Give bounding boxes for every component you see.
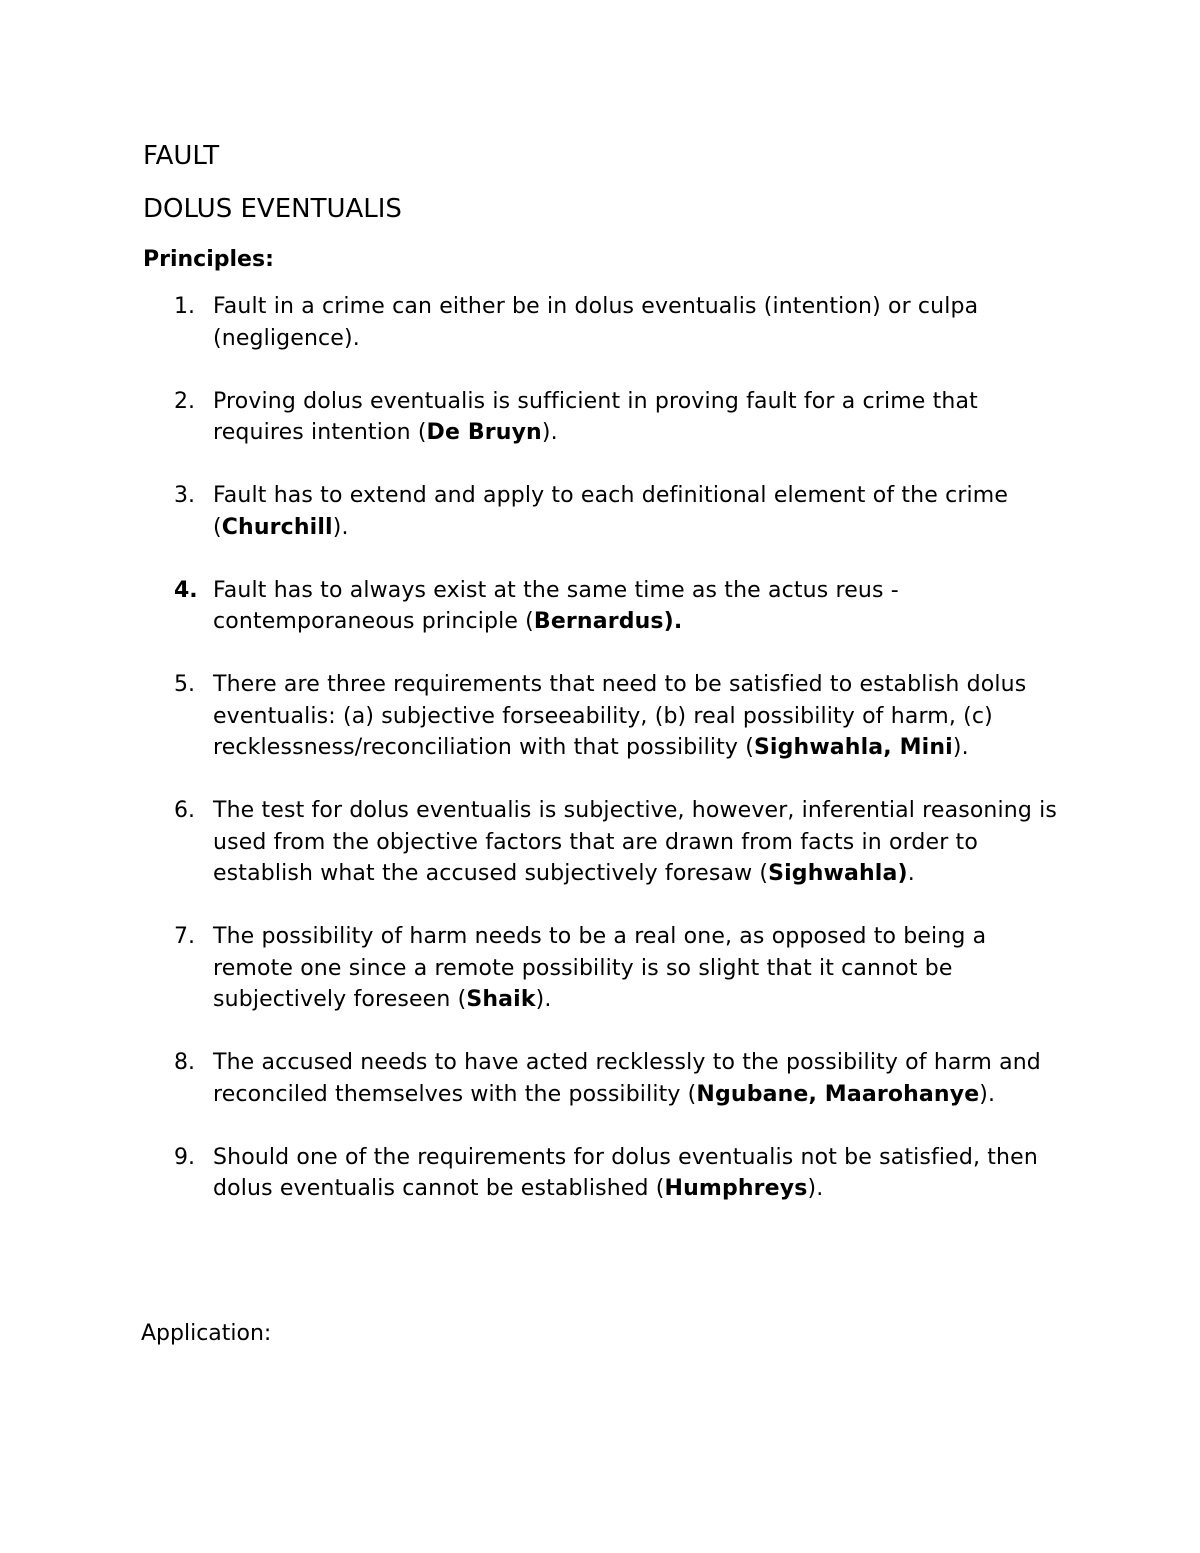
principle-text bbox=[213, 795, 1063, 890]
principle-text-part: Fault has to extend and apply to each definitional element of the crime ( bbox=[213, 483, 1009, 540]
principle-text-part: ). bbox=[807, 1176, 824, 1201]
principles-list bbox=[0, 291, 1200, 1236]
case-name: Sighwahla, Mini bbox=[753, 735, 953, 760]
heading-fault: FAULT bbox=[143, 141, 220, 171]
principle-item-5 bbox=[0, 669, 1200, 764]
principle-number: 4. bbox=[174, 577, 198, 603]
principle-text-part: The accused needs to have acted recklessly to the possibility of harm and reconciled themselves with the possibility ( bbox=[213, 1050, 1041, 1107]
principle-text-part: Proving dolus eventualis is sufficient in proving fault for a crime that requires intention ( bbox=[213, 388, 978, 445]
case-name: De Bruyn bbox=[426, 420, 542, 445]
heading-dolus-eventualis: DOLUS EVENTUALIS bbox=[143, 194, 402, 224]
principle-item-4 bbox=[0, 575, 1200, 638]
principle-item-8 bbox=[0, 1047, 1200, 1110]
principle-number: 5. bbox=[174, 672, 195, 697]
principle-number: 7. bbox=[174, 924, 195, 949]
case-name: Ngubane, Maarohanye bbox=[696, 1081, 980, 1107]
principle-text-part: The possibility of harm needs to be a real one, as opposed to being a remote one since a remote possibility is so slight that it cannot be subjectively foreseen ( bbox=[213, 924, 987, 1012]
principle-number: 3. bbox=[174, 483, 195, 508]
case-name: Humphreys bbox=[664, 1176, 808, 1201]
principle-item-3 bbox=[0, 480, 1200, 543]
principle-number: 8. bbox=[174, 1050, 195, 1075]
principle-item-1 bbox=[0, 291, 1200, 354]
principle-text-part: Should one of the requirements for dolus eventualis not be satisfied, then dolus eventualis cannot be established ( bbox=[213, 1144, 1038, 1201]
principle-text bbox=[213, 480, 1063, 543]
principle-number: 1. bbox=[174, 294, 195, 319]
principle-text-part: . bbox=[907, 861, 915, 886]
case-name: Churchill bbox=[221, 514, 333, 540]
principle-text-part: ). bbox=[332, 514, 349, 540]
principle-text-part: The test for dolus eventualis is subjective, however, inferential reasoning is used from the objective factors that are drawn from facts in order to establish what the accused subjectively foresaw ( bbox=[213, 798, 1058, 886]
principle-text-part: Fault has to always exist at the same time as the actus reus - contemporaneous principle ( bbox=[213, 577, 899, 634]
principle-text bbox=[213, 921, 1063, 1016]
principle-text-part: Fault in a crime can either be in dolus eventualis (intention) or culpa (negligence). bbox=[213, 294, 979, 351]
principle-text bbox=[213, 669, 1063, 764]
principle-text bbox=[213, 1047, 1063, 1110]
principle-number: 6. bbox=[174, 798, 195, 823]
principle-text bbox=[213, 291, 1063, 354]
application-label: Application: bbox=[141, 1321, 272, 1346]
principle-text-part: ). bbox=[952, 735, 969, 760]
case-name: Sighwahla) bbox=[768, 861, 908, 886]
principle-text bbox=[213, 1142, 1063, 1205]
principle-text-part: There are three requirements that need to be satisfied to establish dolus eventualis: (a) subjective forseeability, (b) real possibility of harm, (c) recklessness/reconciliation with that possibility ( bbox=[213, 672, 1027, 760]
case-name: Shaik bbox=[466, 987, 536, 1012]
principle-text-part: ). bbox=[535, 987, 552, 1012]
principle-text-part: ). bbox=[541, 420, 558, 445]
principles-label: Principles: bbox=[143, 247, 274, 272]
principle-number: 2. bbox=[174, 388, 195, 414]
principle-text bbox=[213, 386, 1063, 449]
principle-number: 9. bbox=[174, 1144, 195, 1170]
principle-item-6 bbox=[0, 795, 1200, 890]
principle-item-9 bbox=[0, 1142, 1200, 1205]
principle-item-7 bbox=[0, 921, 1200, 1016]
principle-text bbox=[213, 575, 1063, 638]
case-name: Bernardus). bbox=[533, 609, 683, 634]
principle-text-part: ). bbox=[979, 1081, 996, 1107]
principle-item-2 bbox=[0, 386, 1200, 449]
